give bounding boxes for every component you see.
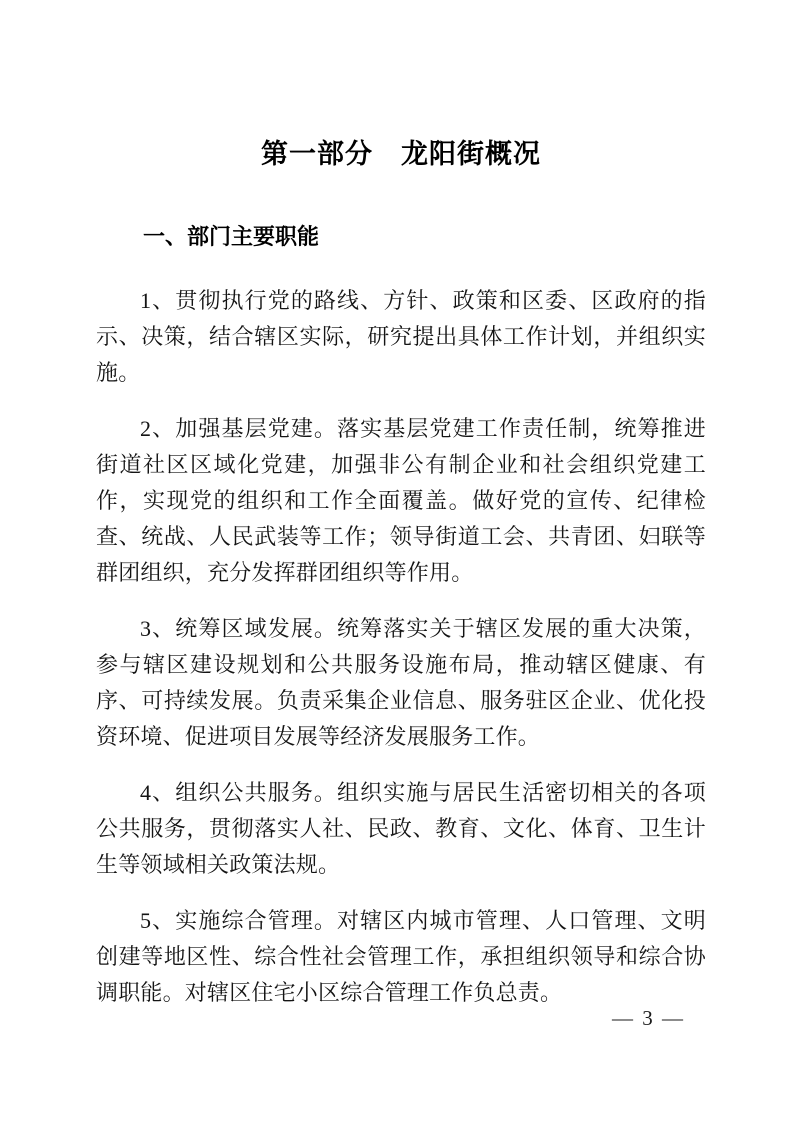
page-number: — 3 — [612, 1006, 685, 1030]
paragraph-5: 5、实施综合管理。对辖区内城市管理、人口管理、文明创建等地区性、综合性社会管理工作，承担组织领导和综合协调职能。对辖区住宅小区综合管理工作负总责。 [96, 908, 706, 1005]
paragraph-1: 1、贯彻执行党的路线、方针、政策和区委、区政府的指示、决策，结合辖区实际，研究提出具体工作计划，并组织实施。 [96, 288, 706, 385]
document-title: 第一部分 龙阳街概况 [261, 139, 541, 169]
paragraph-4: 4、组织公共服务。组织实施与居民生活密切相关的各项公共服务，贯彻落实人社、民政、教育、文化、体育、卫生计生等领域相关政策法规。 [96, 780, 706, 877]
paragraph-2: 2、加强基层党建。落实基层党建工作责任制，统筹推进街道社区区域化党建，加强非公有制企业和社会组织党建工作，实现党的组织和工作全面覆盖。做好党的宣传、纪律检查、统战、人民武装等工作；领导街道工会、共青团、妇联等群团组织，充分发挥群团组织等作用。 [96, 416, 706, 585]
paragraph-3: 3、统筹区域发展。统筹落实关于辖区发展的重大决策，参与辖区建设规划和公共服务设施布局，推动辖区健康、有序、可持续发展。负责采集企业信息、服务驻区企业、优化投资环境、促进项目发展等经济发展服务工作。 [96, 616, 706, 749]
section-heading: 一、部门主要职能 [143, 224, 320, 249]
